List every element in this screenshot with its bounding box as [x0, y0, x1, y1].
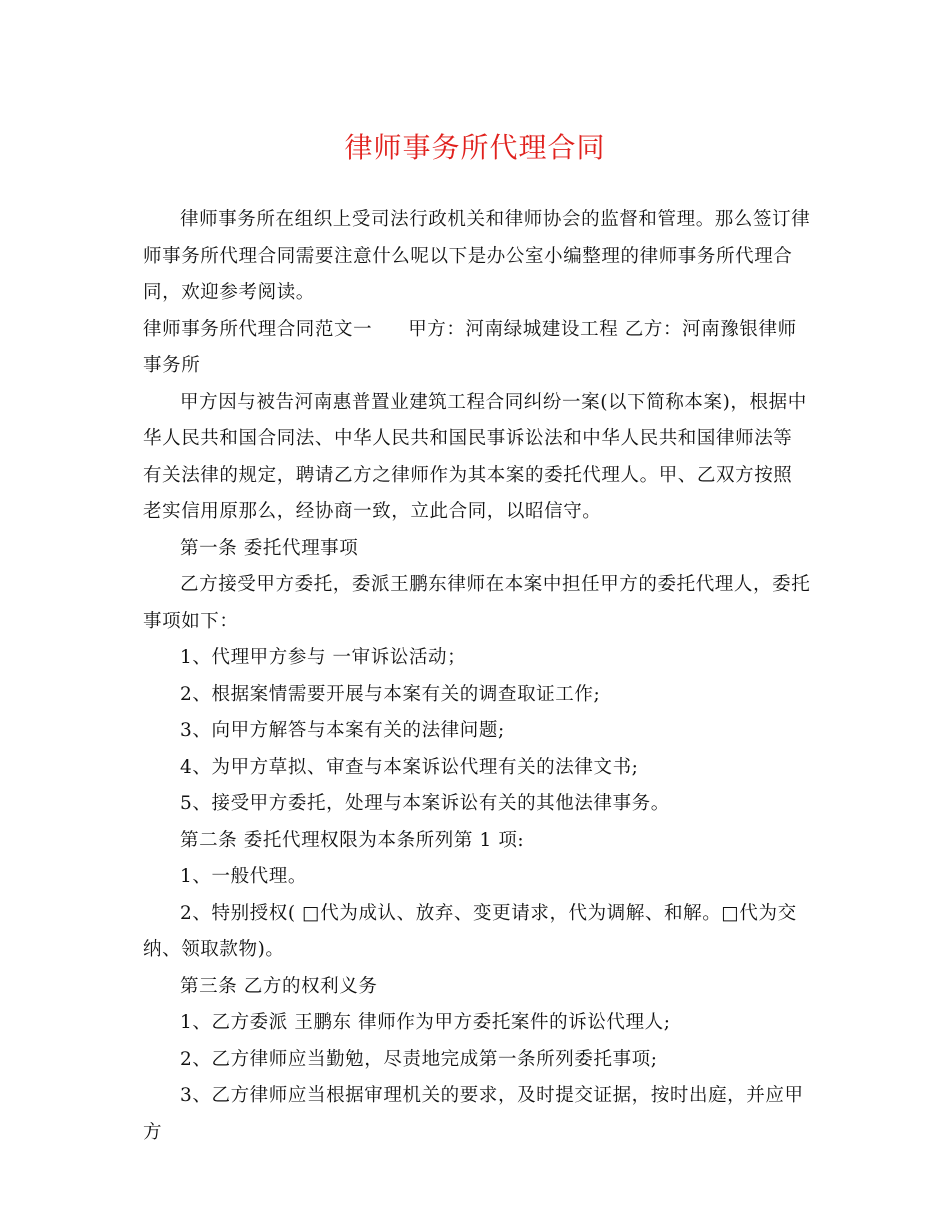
- intro-paragraph: 律师事务所在组织上受司法行政机关和律师协会的监督和管理。那么签订律师事务所代理合同需要注意什么呢以下是办公室小编整理的律师事务所代理合同，欢迎参考阅读。: [143, 209, 811, 303]
- document-body: [143, 202, 811, 1151]
- article-3-item: 1、乙方委派 王鹏东 律师作为甲方委托案件的诉讼代理人;: [180, 1012, 671, 1033]
- article-3-item: 2、乙方律师应当勤勉，尽责地完成第一条所列委托事项;: [180, 1048, 658, 1070]
- article-2-title: 第二条 委托代理权限为本条所列第 1 项:: [180, 829, 525, 851]
- article-1-title: 第一条 委托代理事项: [180, 537, 359, 559]
- sample-heading: 律师事务所代理合同范文一: [143, 318, 373, 340]
- sample-parties: 甲方：河南绿城建设工程 乙方：河南豫银律师事务所: [143, 318, 797, 376]
- preamble-paragraph: 甲方因与被告河南惠普置业建筑工程合同纠纷一案(以下简称本案)，根据中华人民共和国合同法、中华人民共和国民事诉讼法和中华人民共和国律师法等有关法律的规定，聘请乙方之律师作为其本案的委托代理人。甲、乙双方按照老实信用原那么，经协商一致，立此合同，以昭信守。: [143, 391, 807, 522]
- article-3-title: 第三条 乙方的权利义务: [180, 975, 378, 997]
- article-3-item: 3、乙方律师应当根据审理机关的要求，及时提交证据，按时出庭，并应甲方: [143, 1085, 804, 1143]
- article-1-item: 2、根据案情需要开展与本案有关的调查取证工作;: [180, 683, 601, 705]
- article-1-body: 乙方接受甲方委托，委派王鹏东律师在本案中担任甲方的委托代理人，委托事项如下：: [143, 574, 811, 632]
- article-2-item: 2、特别授权( □代为成认、放弃、变更请求，代为调解、和解。□代为交纳、领取款物)。: [143, 902, 797, 960]
- article-2-item: 1、一般代理。: [180, 866, 307, 887]
- document-title: 律师事务所代理合同: [344, 131, 606, 164]
- sample-heading-line: [143, 312, 811, 385]
- article-1-item: 3、向甲方解答与本案有关的法律问题;: [180, 720, 505, 741]
- article-1-item: 4、为甲方草拟、审查与本案诉讼代理有关的法律文书;: [180, 756, 639, 778]
- article-1-item: 1、代理甲方参与 一审诉讼活动；: [180, 647, 467, 668]
- article-1-item: 5、接受甲方委托，处理与本案诉讼有关的其他法律事务。: [180, 793, 670, 814]
